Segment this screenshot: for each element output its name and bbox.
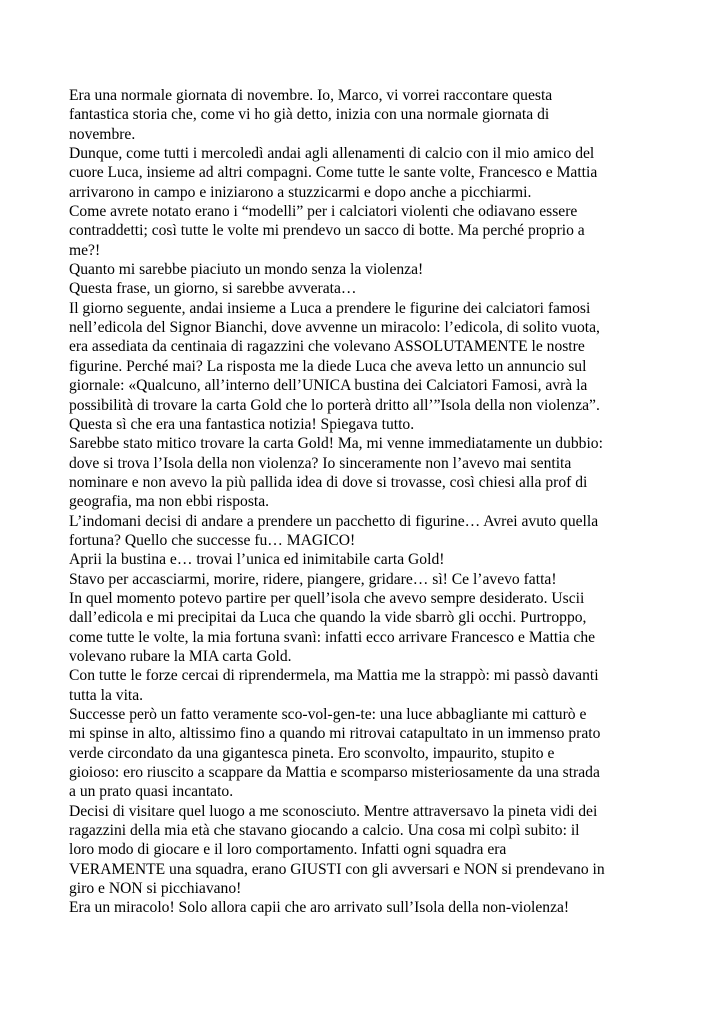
text-line: VERAMENTE una squadra, erano GIUSTI con gli avversari e NON si prendevano in [69, 860, 605, 878]
text-line: arrivarono in campo e iniziarono a stuzzicarmi e dopo anche a picchiarmi. [69, 183, 532, 201]
text-line: tutta la vita. [69, 686, 144, 704]
text-line: gioioso: ero riuscito a scappare da Mattia e scomparso misteriosamente da una strada [69, 764, 600, 782]
text-line: dove si trova l’Isola della non violenza? Io sinceramente non l’avevo mai sentita [69, 454, 572, 472]
text-line: nominare e non avevo la più pallida idea di dove si trovasse, così chiesi alla prof di [69, 473, 588, 491]
text-line: loro modo di giocare e il loro comportamento. Infatti ogni squadra era [69, 841, 507, 859]
text-line: Successe però un fatto veramente sco-vol-gen-te: una luce abbagliante mi catturò e [69, 706, 587, 723]
text-line: Era un miracolo! Solo allora capii che aro arrivato sull’Isola della non-violenza! [69, 899, 570, 917]
text-line: dall’edicola e mi precipitai da Luca che quando la vide sbarrò gli occhi. Purtroppo, [69, 609, 587, 627]
text-line: a un prato quasi incantato. [69, 783, 234, 801]
text-line: Con tutte le forze cercai di riprendermela, ma Mattia me la strappò: mi passò davanti [69, 667, 599, 685]
text-line: Sarebbe stato mitico trovare la carta Gold! Ma, mi venne immediatamente un dubbio: [69, 435, 603, 453]
story-text [69, 86, 659, 918]
text-line: novembre. [69, 125, 136, 143]
text-line: Era una normale giornata di novembre. Io, Marco, vi vorrei raccontare questa [69, 87, 553, 104]
text-line: figurine. Perché mai? La risposta me la diede Luca che aveva letto un annuncio sul [69, 357, 587, 375]
text-line: ragazzini della mia età che stavano giocando a calcio. Una cosa mi colpì subito: il [69, 822, 580, 840]
text-line: L’indomani decisi di andare a prendere un pacchetto di figurine… Avrei avuto quella [69, 512, 599, 530]
text-line: Dunque, come tutti i mercoledì andai agli allenamenti di calcio con il mio amico del [69, 145, 595, 163]
text-line: Questa frase, un giorno, si sarebbe avverata… [69, 280, 357, 298]
text-line: mi spinse in alto, altissimo fino a quando mi ritrovai catapultato in un immenso prato [69, 725, 601, 743]
text-line: Come avrete notato erano i “modelli” per i calciatori violenti che odiavano essere [69, 203, 578, 221]
text-line: cuore Luca, insieme ad altri compagni. Come tutte le sante volte, Francesco e Mattia [69, 164, 598, 182]
text-line: nell’edicola del Signor Bianchi, dove avvenne un miracolo: l’edicola, di solito vuota, [69, 319, 600, 337]
text-line: come tutte le volte, la mia fortuna svanì: infatti ecco arrivare Francesco e Mattia che [69, 628, 596, 646]
text-line: fortuna? Quello che successe fu… MAGICO! [69, 531, 356, 549]
text-line: contraddetti; così tutte le volte mi prendevo un sacco di botte. Ma perché proprio a [69, 222, 585, 240]
text-line: Questa sì che era una fantastica notizia! Spiegava tutto. [69, 415, 415, 433]
text-line: giro e NON si picchiavano! [69, 880, 242, 898]
text-line: possibilità di trovare la carta Gold che lo porterà dritto all’”Isola della non violenza”. [69, 396, 600, 414]
text-line: In quel momento potevo partire per quell’isola che avevo sempre desiderato. Uscii [69, 589, 585, 607]
text-line: Il giorno seguente, andai insieme a Luca a prendere le figurine dei calciatori famosi [69, 299, 591, 317]
text-line: geografia, ma non ebbi risposta. [69, 493, 270, 511]
text-line: fantastica storia che, come vi ho già detto, inizia con una normale giornata di [69, 106, 550, 124]
text-line: era assediata da centinaia di ragazzini che volevano ASSOLUTAMENTE le nostre [69, 338, 585, 356]
text-line: giornale: «Qualcuno, all’interno dell’UNICA bustina dei Calciatori Famosi, avrà la [69, 377, 588, 395]
text-line: Stavo per accasciarmi, morire, ridere, piangere, gridare… sì! Ce l’avevo fatta! [69, 570, 557, 588]
text-line: volevano rubare la MIA carta Gold. [69, 647, 292, 665]
text-line: Aprii la bustina e… trovai l’unica ed inimitabile carta Gold! [69, 551, 445, 569]
text-line: verde circondato da una gigantesca pineta. Ero sconvolto, impaurito, stupito e [69, 744, 555, 762]
text-line: Decisi di visitare quel luogo a me sconosciuto. Mentre attraversavo la pineta vidi dei [69, 802, 598, 820]
text-line: Quanto mi sarebbe piaciuto un mondo senza la violenza! [69, 261, 424, 279]
text-line: me?! [69, 241, 101, 259]
